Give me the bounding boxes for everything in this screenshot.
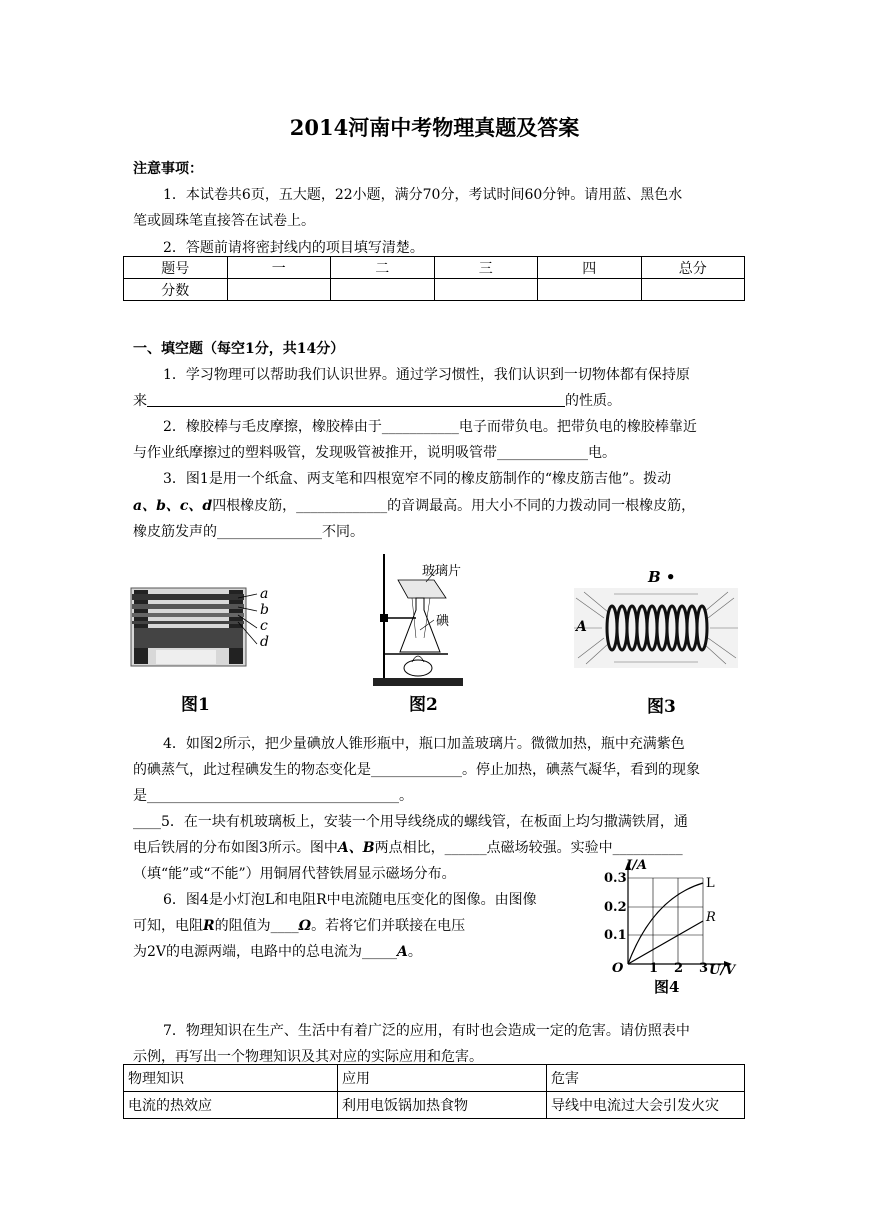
table-cell: 电流的热效应 <box>124 1092 338 1119</box>
notice-heading: 注意事项： <box>133 161 203 177</box>
section-1-heading: 一、填空题（每空1分，共14分） <box>133 341 345 357</box>
q6c-text-end: 。 <box>407 944 422 960</box>
q5-line-c: （填“能”或“不能”）用铜屑代替铁屑显示磁场分布。 <box>133 866 456 882</box>
score-cell: 三 <box>434 257 538 279</box>
score-cell: 四 <box>538 257 642 279</box>
figure-4-xtick: 1 <box>649 961 659 976</box>
q1-text: 来 <box>133 393 147 409</box>
figure-4-xtick: 3 <box>699 961 709 976</box>
q1-line-b <box>133 390 621 410</box>
q7-line-b: 示例，再写出一个物理知识及其对应的实际应用和危害。 <box>133 1049 483 1065</box>
score-input-cell[interactable] <box>641 279 745 301</box>
figure-4-caption: 图4 <box>654 978 680 996</box>
score-table-row <box>124 257 745 279</box>
figure-4-xtick: 2 <box>674 961 684 976</box>
table-header-cell: 物理知识 <box>124 1065 338 1092</box>
table-row <box>124 1065 745 1092</box>
score-cell: 二 <box>331 257 435 279</box>
q3-line-c: 橡皮筋发声的_______________不同。 <box>133 524 364 540</box>
q6-line-c <box>133 941 422 961</box>
q5-line-a: ____5．在一块有机玻璃板上，安装一个用导线绕成的螺线管，在板面上均匀撒满铁屑，通 <box>133 814 688 830</box>
page-title: 2014河南中考物理真题及答案 <box>289 115 580 140</box>
q6-text-end: 。若将它们并联接在电压 <box>311 918 466 934</box>
table-header-cell: 应用 <box>338 1065 547 1092</box>
q5-line-b <box>133 837 683 857</box>
figure-4-ylabel-text: I/A <box>626 858 647 873</box>
q2-line-a: 2．橡胶棒与毛皮摩擦，橡胶棒由于___________电子而带负电。把带负电的橡胶棒靠近 <box>163 419 697 435</box>
notice-item-1b: 笔或圆珠笔直接答在试卷上。 <box>133 213 315 229</box>
figure-1-label: d <box>260 634 269 650</box>
q1-line-a: 1．学习物理可以帮助我们认识世界。通过学习惯性，我们认识到一切物体都有保持原 <box>163 367 690 383</box>
q6c-unit: A <box>397 944 408 960</box>
score-input-cell[interactable] <box>227 279 331 301</box>
q6-line-a: 6．图4是小灯泡L和电阻R中电流随电压变化的图像。由图像 <box>163 892 537 908</box>
q1-blank[interactable] <box>147 392 565 407</box>
figure-4-xlabel: U/V <box>709 963 736 978</box>
q4-line-b: 的碘蒸气，此过程碘发生的物态变化是_____________。停止加热，碘蒸气凝华，看到的现象 <box>133 762 700 778</box>
notice-item-2: 2．答题前请将密封线内的项目填写清楚。 <box>163 240 424 256</box>
figure-1-labels <box>260 586 269 650</box>
q6-unit: Ω <box>298 918 312 934</box>
figure-4-ytick: 0.1 <box>604 928 627 943</box>
q6-var: R <box>203 918 215 934</box>
figure-2-caption: 图2 <box>409 695 438 715</box>
q7-line-a: 7．物理知识在生产、生活中有着广泛的应用，有时也会造成一定的危害。请仿照表中 <box>163 1023 690 1039</box>
score-cell: 分数 <box>124 279 228 301</box>
figure-2-label-glass: 玻璃片 <box>422 564 462 579</box>
q6-text-mid: 的阻值为____ <box>214 918 299 934</box>
notice-item-1a: 1．本试卷共6页，五大题，22小题，满分70分，考试时间60分钟。请用蓝、黑色水 <box>163 187 683 203</box>
table-cell: 利用电饭锅加热食物 <box>338 1092 547 1119</box>
figure-4-ytick: 0.2 <box>604 900 627 915</box>
q3-line-a: 3．图1是用一个纸盒、两支笔和四根宽窄不同的橡皮筋制作的“橡皮筋吉他”。拨动 <box>163 471 672 487</box>
q2-line-b: 与作业纸摩擦过的塑料吸管，发现吸管被推开，说明吸管带_____________电。 <box>133 445 616 461</box>
figure-4-origin: O <box>612 961 624 976</box>
score-input-cell[interactable] <box>434 279 538 301</box>
table-row <box>124 1092 745 1119</box>
table-header-cell: 危害 <box>547 1065 745 1092</box>
figure-4-ytick: 0.3 <box>604 871 627 886</box>
score-input-cell[interactable] <box>331 279 435 301</box>
figure-1-label: a <box>260 586 269 602</box>
q5-vars: A、B <box>337 840 375 856</box>
figure-1-label: c <box>260 618 268 634</box>
score-table-row <box>124 279 745 301</box>
figure-1-caption: 图1 <box>181 695 210 715</box>
q3-text: 四根橡皮筋，_____________的音调最高。用大小不同的力拨动同一根橡皮筋， <box>212 498 696 514</box>
figure-2-label-iodine: 碘 <box>436 614 450 629</box>
figure-1-label: b <box>260 602 269 618</box>
q1-text-end: 的性质。 <box>565 393 621 409</box>
q6-text: 可知，电阻 <box>133 918 203 934</box>
figure-4-curve-l-label: L <box>706 876 715 891</box>
figure-4-curve-r-label: R <box>706 910 716 925</box>
q5-text-end: 两点相比，______点磁场较强。实验中__________ <box>374 840 683 856</box>
q4-line-c: 是____________________________________。 <box>133 788 413 804</box>
q4-line-a: 4．如图2所示，把少量碘放人锥形瓶中，瓶口加盖玻璃片。微微加热，瓶中充满紫色 <box>163 736 685 752</box>
score-cell: 一 <box>227 257 331 279</box>
q5-text: 电后铁屑的分布如图3所示。图中 <box>133 840 338 856</box>
figure-3-image <box>574 588 738 668</box>
figure-3-label-b-text: B <box>648 568 661 586</box>
q3-vars: a、b、c、d <box>133 498 213 514</box>
q7-table <box>123 1064 745 1119</box>
score-cell: 题号 <box>124 257 228 279</box>
q3-line-b <box>133 495 695 515</box>
q6-line-b <box>133 915 465 935</box>
score-table <box>123 256 745 301</box>
table-cell: 导线中电流过大会引发火灾 <box>547 1092 745 1119</box>
figure-3-caption: 图3 <box>647 697 676 717</box>
figure-3-label-a: A <box>576 619 587 635</box>
score-input-cell[interactable] <box>538 279 642 301</box>
figure-4-ylabel <box>626 858 647 873</box>
figure-1-image <box>126 576 276 670</box>
q6c-text: 为2V的电源两端，电路中的总电流为_____ <box>133 944 398 960</box>
figure-3-label-b: B • <box>648 568 676 586</box>
score-cell: 总分 <box>641 257 745 279</box>
